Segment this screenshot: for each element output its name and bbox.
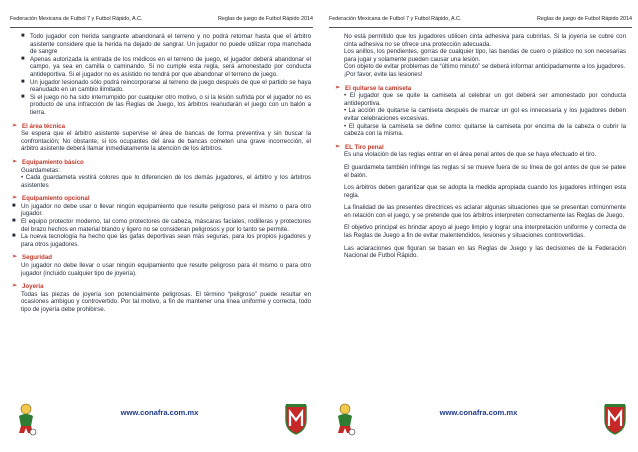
- list-item: ■ La nueva tecnología ha hecho que las gafas deportivas sean más seguras, para los propios jugadores y para otros jugadores.: [12, 233, 311, 248]
- paragraph: • El jugador que se quite la camiseta al celebrar un gol deberá ser amonestado por conducta antideportiva.: [344, 92, 626, 107]
- list-item: ■ Si el juego no ha sido interrumpido por cualquier otro motivo, o si la lesión sufrida por el jugador no es producto de una infracción de las Reglas de Juego, los árbitros reanudarán el juego con un balón a tierra.: [21, 93, 311, 116]
- square-bullet-icon: ■: [21, 93, 25, 100]
- section-body: Un jugador no debe llevar o usar ningún equipamiento que resulte peligroso para él mismo o para otro jugador (incluido cualquier tipo de joyería).: [21, 262, 311, 277]
- header-org: Federación Mexicana de Futbol 7 y Futbol Rápido, A.C.: [329, 16, 462, 22]
- section-heading-seguridad: ➢ Seguridad: [12, 254, 53, 262]
- square-bullet-icon: ■: [21, 78, 25, 85]
- arrowhead-icon: ➢: [12, 122, 18, 129]
- list-item: ■ Apenas autorizada la entrada de los médicos en el terreno de juego, el jugador deberá abandonar el campo, ya sea en camilla o caminando. Si no cumple esta regla, será amonestado por conducta antideportiva. Si el jugador no es asistido no tendrá por que abandonar el terreno de juego.: [21, 55, 311, 78]
- section-heading-tiro-penal: ➢ EL Tiro penal: [335, 143, 384, 151]
- section-heading-joyeria: ➢ Joyería: [12, 283, 44, 291]
- list-item: ■ Un jugador no debe usar o llevar ningún equipamiento que resulte peligroso para el mismo o para otro jugador.: [12, 202, 311, 218]
- square-bullet-icon: ■: [12, 233, 16, 240]
- section-body: Se espera que el árbitro asistente supervise el área de bancas de forma preventiva y sin buscar la confrontación; No obstante, si los ocupantes del área de bancas cometen una grave incorrección, el árbitro asistente deberá llamar inmediatamente la atención de los árbitros.: [21, 130, 311, 153]
- section-body: Guardametas:: [21, 166, 60, 174]
- federation-m-shield-logo: [283, 402, 309, 436]
- paragraph: Los anillos, los pendientes, gorras de cualquier tipo, las bandas de cuero o plástico no son necesarias para jugar y solamente pueden causar una lesión.: [344, 48, 626, 63]
- paragraph: Es una violación de las reglas entrar en el área penal antes de que se haya efectuado el tiro.: [344, 151, 597, 159]
- header-title: Reglas de juego de Futbol Rápido 2014: [536, 16, 632, 22]
- header-org: Federación Mexicana de Futbol 7 y Futbol Rápido, A.C.: [10, 16, 143, 22]
- square-bullet-icon: ■: [12, 202, 16, 209]
- paragraph: • La acción de quitarse la camiseta después de marcar un gol es innecesaria y los jugadores deben evitar celebraciones excesivas.: [344, 107, 626, 122]
- paragraph: ¡Por favor, evite las lesiones!: [344, 70, 423, 78]
- paragraph: • El quitarse la camiseta se define como: quitarse la camiseta por encima de la cabeza o cubrir la cabeza con la misma.: [344, 122, 626, 138]
- federation-m-shield-logo: [602, 402, 628, 436]
- arrowhead-icon: ➢: [335, 84, 341, 91]
- section-heading-area-tecnica: ➢ El área técnica: [12, 122, 66, 130]
- arrowhead-icon: ➢: [12, 158, 18, 165]
- arrowhead-icon: ➢: [335, 143, 341, 150]
- left-content: [12, 33, 311, 314]
- header-divider: [10, 27, 313, 28]
- header-divider: [329, 27, 632, 28]
- section-heading-equipamiento-basico: ➢ Equipamiento básico: [12, 158, 84, 166]
- section-body: Todas las piezas de joyería son potencialmente peligrosas. El término “peligroso” puede resultar en ocasiones ambiguo y controvertido. Por tal motivo, a fin de mantener una línea uniforme y correcta, todo tipo de joyería debe prohibirse.: [21, 290, 311, 313]
- square-bullet-icon: ■: [12, 218, 16, 225]
- footer-url[interactable]: www.conafra.com.mx: [439, 408, 518, 417]
- section-heading-quitarse-camiseta: ➢ El quitarse la camiseta: [335, 84, 412, 92]
- page-header: [329, 16, 632, 26]
- paragraph: El objetivo principal es brindar apoyo al juego limpio y lograr una interpretación uniforme y correcta de las Reglas de Juego a fin de evitar malentendidos, lesiones y situaciones controvertidas.: [344, 224, 626, 240]
- paragraph: Los árbitros deben garantizar que se adopta la medida apropiada cuando los jugadores infringen esta regla.: [344, 184, 626, 199]
- paragraph: No está permitido que los jugadores utilicen cinta adhesiva para cubrirlas. Si la joyería se cubre con cinta adhesiva no se ofrece una protección adecuada.: [344, 33, 626, 48]
- right-page: [319, 0, 638, 452]
- footer-url[interactable]: www.conafra.com.mx: [120, 408, 199, 417]
- square-bullet-icon: ■: [21, 33, 25, 39]
- arrowhead-icon: ➢: [12, 283, 18, 290]
- list-item: ■ El equipo protector moderno, tal como protectores de cabeza, máscaras faciales, rodilleras y protectores del brazo hechos en material blando y ligero no se consideran peligrosos y por lo tanto se permite.: [12, 218, 311, 233]
- page-header: [10, 16, 313, 26]
- section-heading-equipamiento-opcional: ➢ Equipamiento opcional: [12, 195, 90, 203]
- page-footer: [0, 402, 319, 438]
- section-body: • Cada guardameta vestirá colores que lo diferencien de los demás jugadores, el árbitro y los árbitros asistentes: [21, 174, 311, 189]
- list-item: ■ Un jugador lesionado sólo podrá reincorporarse al terreno de juego después de que el partido se haya reanudado en un cambio ilimitado.: [21, 78, 311, 94]
- square-bullet-icon: ■: [21, 55, 25, 62]
- right-content: [335, 33, 626, 260]
- paragraph: La finalidad de las presentes directrices es aclarar algunas situaciones que se presentan comúnmente en relación con el juego, y se pretende que los árbitros interpreten correctamente las Reglas de Juego.: [344, 204, 626, 219]
- list-item: ■ Todo jugador con herida sangrante abandonará el terreno y no podrá retornar hasta que el árbitro asistente considere que la herida ha dejado de sangrar. Un jugador no puede utilizar ropa manchada de sangre: [21, 33, 311, 56]
- paragraph: El guardameta también infringe las reglas si se mueve fuera de su línea de gol antes de que se patee el balón.: [344, 163, 626, 179]
- page-footer: [319, 402, 638, 438]
- header-title: Reglas de juego de Futbol Rápido 2014: [217, 16, 313, 22]
- arrowhead-icon: ➢: [12, 195, 18, 202]
- arrowhead-icon: ➢: [12, 254, 18, 261]
- paragraph: Las aclaraciones que figuran se basan en las Reglas de Juego y las decisiones de la Federación Nacional de Futbol Rápido.: [344, 244, 626, 260]
- paragraph: Con objeto de evitar problemas de “último minuto” se deberá informar anticipadamente a los jugadores.: [344, 63, 626, 71]
